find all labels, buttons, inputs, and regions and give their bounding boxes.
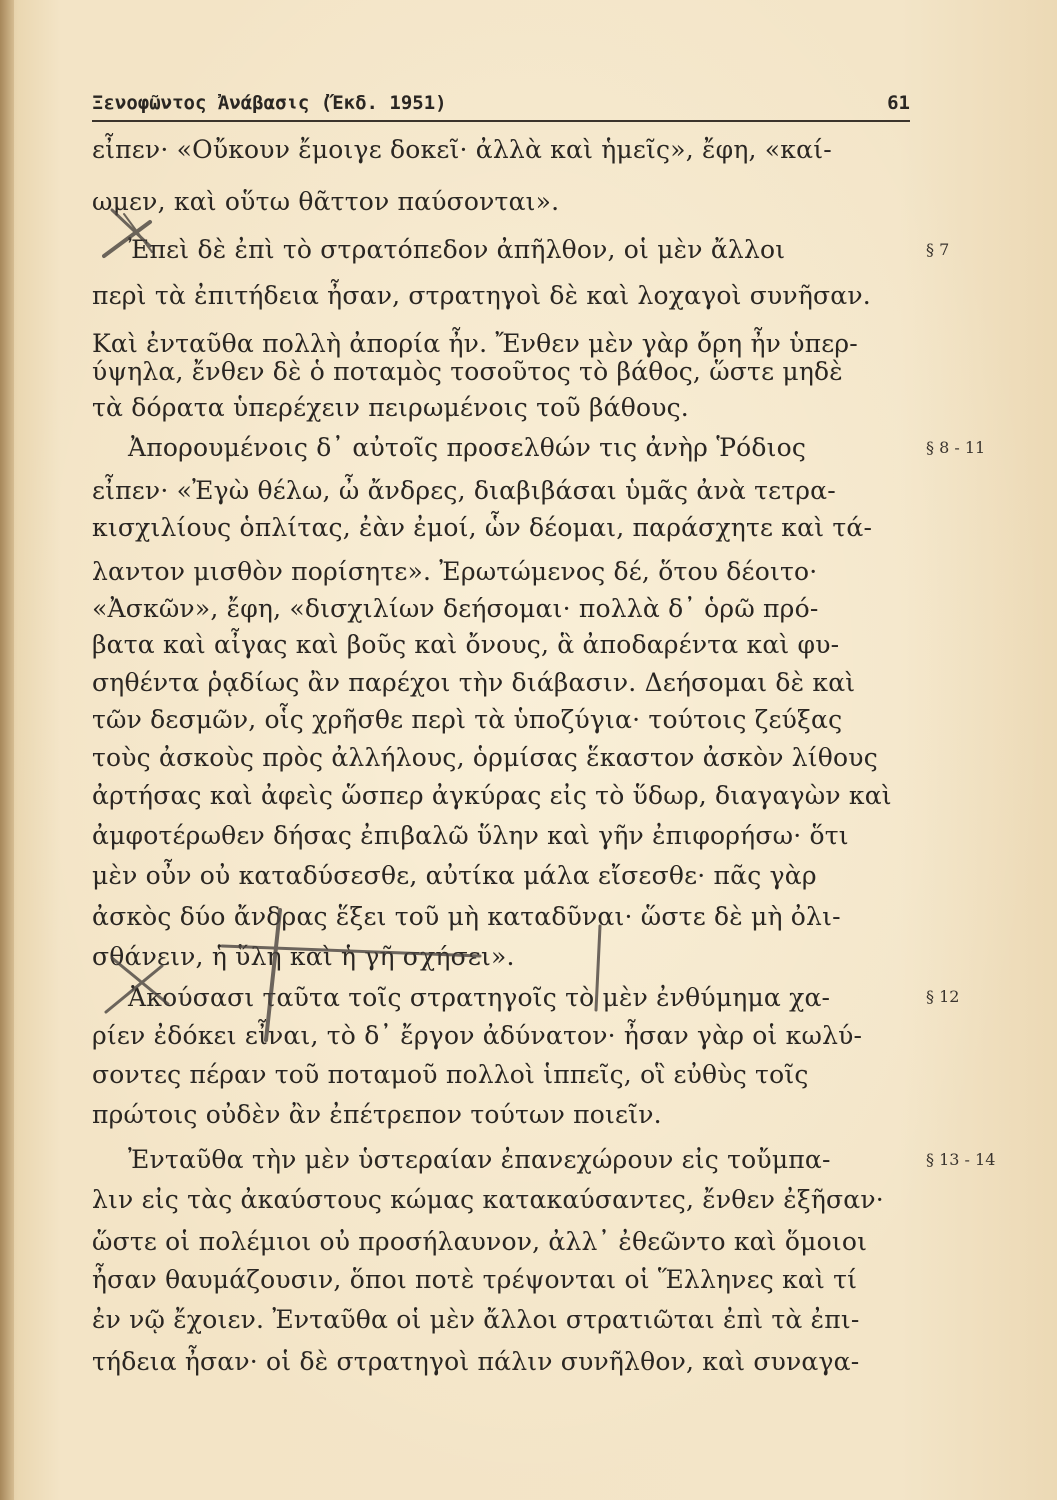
text-line: ἀρτήσας καὶ ἀφεὶς ὥσπερ ἀγκύρας εἰς τὸ ὕδωρ, διαγαγὼν καὶ	[92, 781, 892, 810]
text-line: ἐν νῷ ἔχοιεν. Ἐνταῦθα οἱ μὲν ἄλλοι στρατιῶται ἐπὶ τὰ ἐπι-	[92, 1305, 860, 1334]
text-line: τῶν δεσμῶν, οἷς χρῆσθε περὶ τὰ ὑποζύγια· τούτοις ζεύξας	[92, 705, 843, 734]
text-line: μὲν οὖν οὐ καταδύσεσθε, αὐτίκα μάλα εἴσεσθε· πᾶς γὰρ	[92, 861, 817, 890]
text-line: λιν εἰς τὰς ἀκαύστους κώμας κατακαύσαντες, ἔνθεν ἐξῆσαν·	[92, 1185, 884, 1214]
header-title: Ξενοφῶντος Ἀνάβασις (Ἔκδ. 1951)	[92, 92, 447, 114]
text-line: ρίεν ἐδόκει εἶναι, τὸ δ᾽ ἔργον ἀδύνατον· ἦσαν γὰρ οἱ κωλύ-	[92, 1021, 863, 1050]
text-line: «Ἀσκῶν», ἔφη, «δισχιλίων δεήσομαι· πολλὰ δ᾽ ὁρῶ πρό-	[92, 594, 819, 623]
text-line: ἀσκὸς δύο ἄνδρας ἕξει τοῦ μὴ καταδῦναι· ὥστε δὲ μὴ ὀλι-	[92, 902, 841, 931]
text-line: σθάνειν, ἡ ὕλη καὶ ἡ γῆ σχήσει».	[92, 942, 515, 971]
text-line: ύψηλα, ἔνθεν δὲ ὁ ποταμὸς τοσοῦτος τὸ βάθος, ὥστε μηδὲ	[92, 357, 843, 386]
text-line: Ἐνταῦθα τὴν μὲν ὑστεραίαν ἐπανεχώρουν εἰς τοὔμπα-	[128, 1145, 831, 1174]
text-line: λαντον μισθὸν πορίσητε». Ἐρωτώμενος δέ, ὅτου δέοιτο·	[92, 557, 818, 586]
text-line: τήδεια ἦσαν· οἱ δὲ στρατηγοὶ πάλιν συνῆλθον, καὶ συναγα-	[92, 1347, 860, 1376]
section-marker: § 8 - 11	[926, 438, 986, 457]
text-line: Ἀπορουμένοις δ᾽ αὐτοῖς προσελθών τις ἀνὴρ Ῥόδιος	[128, 433, 807, 462]
text-line: περὶ τὰ ἐπιτήδεια ἦσαν, στρατηγοὶ δὲ καὶ λοχαγοὶ συνῆσαν.	[92, 281, 871, 310]
text-line: ωμεν, καὶ οὕτω θᾶττον παύσονται».	[92, 187, 560, 216]
section-marker: § 7	[926, 240, 950, 259]
section-marker: § 13 - 14	[926, 1150, 996, 1169]
page-number: 61	[887, 92, 910, 114]
text-line: τὰ δόρατα ὑπερέχειν πειρωμένοις τοῦ βάθους.	[92, 393, 689, 422]
text-line: εἶπεν· «Οὔκουν ἔμοιγε δοκεῖ· ἀλλὰ καὶ ἡμεῖς», ἔφη, «καί-	[92, 135, 832, 164]
text-line: κισχιλίους ὁπλίτας, ἐὰν ἐμοί, ὧν δέομαι, παράσχητε καὶ τά-	[92, 513, 873, 542]
book-spine-edge	[0, 0, 14, 1500]
text-line: τοὺς ἀσκοὺς πρὸς ἀλλήλους, ὁρμίσας ἕκαστον ἀσκὸν λίθους	[92, 743, 878, 772]
text-line: ἦσαν θαυμάζουσιν, ὅποι ποτὲ τρέψονται οἱ Ἕλληνες καὶ τί	[92, 1265, 858, 1294]
text-line: Ἀκούσασι ταῦτα τοῖς στρατηγοῖς τὸ μὲν ἐνθύμημα χα-	[128, 983, 831, 1012]
header-rule	[92, 120, 910, 122]
text-line: ὥστε οἱ πολέμιοι οὐ προσήλαυνον, ἀλλ᾽ ἐθεῶντο καὶ ὅμοιοι	[92, 1227, 868, 1256]
running-header	[92, 88, 910, 122]
text-line: σοντες πέραν τοῦ ποταμοῦ πολλοὶ ἱππεῖς, οἳ εὐθὺς τοῖς	[92, 1060, 809, 1089]
text-line: πρώτοις οὐδὲν ἂν ἐπέτρεπον τούτων ποιεῖν.	[92, 1100, 662, 1129]
text-line: εἶπεν· «Ἐγὼ θέλω, ὦ ἄνδρες, διαβιβάσαι ὑμᾶς ἀνὰ τετρα-	[92, 476, 836, 505]
text-line: σηθέντα ῥᾳδίως ἂν παρέχοι τὴν διάβασιν. Δεήσομαι δὲ καὶ	[92, 668, 856, 697]
text-line: βατα καὶ αἶγας καὶ βοῦς καὶ ὄνους, ἃ ἀποδαρέντα καὶ φυ-	[92, 630, 840, 659]
text-line: Καὶ ἐνταῦθα πολλὴ ἀπορία ἦν. Ἔνθεν μὲν γὰρ ὄρη ἦν ὑπερ-	[92, 329, 858, 358]
text-line: Ἐπεὶ δὲ ἐπὶ τὸ στρατόπεδον ἀπῆλθον, οἱ μὲν ἄλλοι	[128, 235, 786, 264]
section-marker: § 12	[926, 987, 960, 1006]
text-line: ἀμφοτέρωθεν δήσας ἐπιβαλῶ ὕλην καὶ γῆν ἐπιφορήσω· ὅτι	[92, 821, 849, 850]
